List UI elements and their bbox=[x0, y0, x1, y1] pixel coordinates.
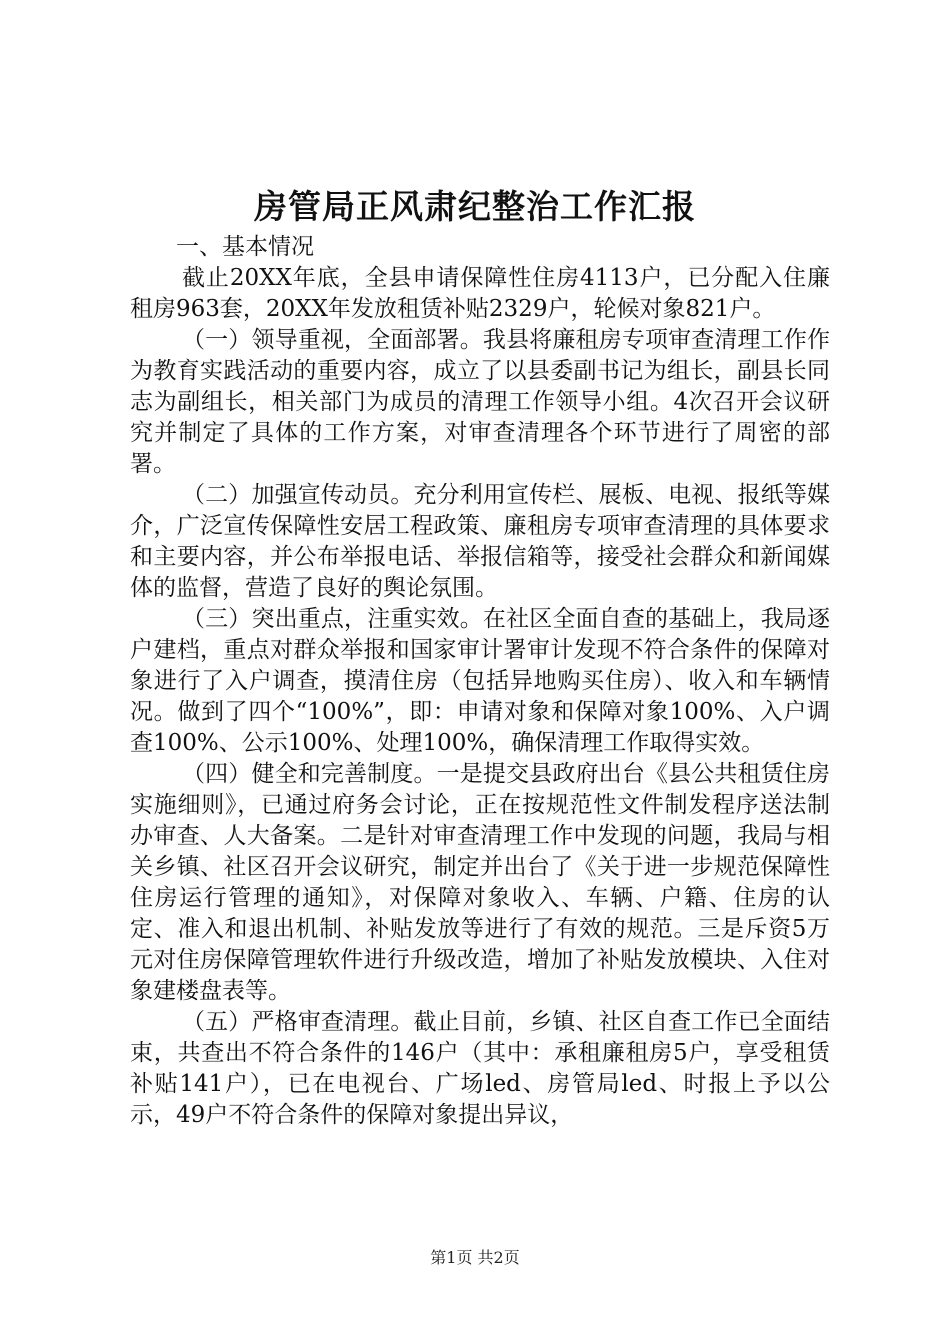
document-body bbox=[130, 232, 830, 1131]
paragraph-overview: 截止20XX年底，全县申请保障性住房4113户，已分配入住廉租房963套，20XX年发放租赁补贴2329户，轮候对象821户。 bbox=[130, 265, 830, 322]
paragraph-key-points: （三）突出重点，注重实效。在社区全面自查的基础上，我局逐户建档，重点对群众举报和国家审计署审计发现不符合条件的保障对象进行了入户调查，摸清住房（包括异地购买住房）、收入和车辆情况。做到了四个“100%”，即：申请对象和保障对象100%、入户调查100%、公示100%、处理100%，确保清理工作取得实效。 bbox=[130, 606, 830, 756]
section-heading: 一、基本情况 bbox=[176, 234, 314, 260]
document-title: 房管局正风肃纪整治工作汇报 bbox=[254, 187, 696, 226]
paragraph-systems: （四）健全和完善制度。一是提交县政府出台《县公共租赁住房实施细则》，已通过府务会讨论，正在按规范性文件制发程序送法制办审查、人大备案。二是针对审查清理工作中发现的问题，我局与相关乡镇、社区召开会议研究，制定并出台了《关于进一步规范保障性住房运行管理的通知》，对保障对象收入、车辆、户籍、住房的认定、准入和退出机制、补贴发放等进行了有效的规范。三是斥资5万元对住房保障管理软件进行升级改造，增加了补贴发放模块、入住对象建楼盘表等。 bbox=[130, 761, 830, 1004]
paragraph-leadership: （一）领导重视，全面部署。我县将廉租房专项审查清理工作作为教育实践活动的重要内容，成立了以县委副书记为组长，副县长同志为副组长，相关部门为成员的清理工作领导小组。4次召开会议研究并制定了具体的工作方案，对审查清理各个环节进行了周密的部署。 bbox=[130, 327, 830, 477]
page-number-footer: 第1页 共2页 bbox=[430, 1248, 520, 1267]
paragraph-review: （五）严格审查清理。截止目前，乡镇、社区自查工作已全面结束，共查出不符合条件的146户（其中：承租廉租房5户，享受租赁补贴141户），已在电视台、广场led、房管局led、时报上予以公示，49户不符合条件的保障对象提出异议， bbox=[130, 1009, 830, 1128]
paragraph-publicity: （二）加强宣传动员。充分利用宣传栏、展板、电视、报纸等媒介，广泛宣传保障性安居工程政策、廉租房专项审查清理的具体要求和主要内容，并公布举报电话、举报信箱等，接受社会群众和新闻媒体的监督，营造了良好的舆论氛围。 bbox=[130, 482, 830, 601]
